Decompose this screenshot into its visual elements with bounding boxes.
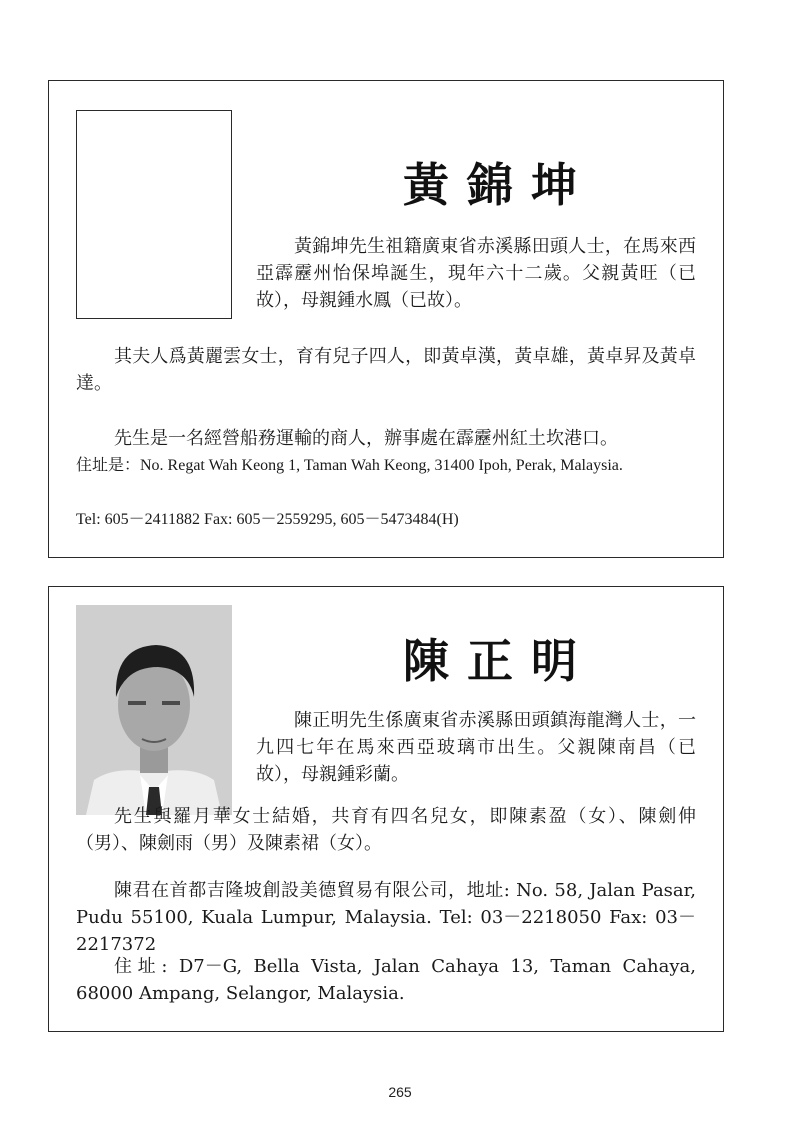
- profile-name: 黃錦坤: [403, 158, 595, 212]
- profile-card-1: [48, 80, 724, 558]
- portrait-photo: [76, 605, 232, 815]
- profile-bio: 黃錦坤先生祖籍廣東省赤溪縣田頭人士，在馬來西亞霹靂州怡保埠誕生，現年六十二歲。父親黃旺（已故），母親鍾水鳳（已故）。: [256, 236, 696, 311]
- photo-placeholder: [76, 110, 232, 319]
- profile-card-2: [48, 586, 724, 1032]
- profile-spouse: 其夫人爲黃麗雲女士，育有兒子四人，即黃卓漢，黃卓雄，黃卓昇及黃卓達。: [76, 346, 696, 394]
- profile-business: 陳君在首都吉隆坡創設美德貿易有限公司，地址: No. 58, Jalan Pasar, Pudu 55100, Kuala Lumpur, Malaysia. Tel: 03－2218050 Fax: 03－2217372: [76, 880, 696, 955]
- profile-contact: Tel: 605－2411882 Fax: 605－2559295, 605－5473484(H): [76, 511, 459, 528]
- profile-occupation: 先生是一名經營船務運輸的商人，辦事處在霹靂州紅土坎港口。: [114, 428, 618, 449]
- profile-bio: 陳正明先生係廣東省赤溪縣田頭鎮海龍灣人士，一九四七年在馬來西亞玻璃市出生。父親陳南昌（已故），母親鍾彩蘭。: [256, 710, 696, 785]
- profile-family: 先生與羅月華女士結婚，共育有四名兒女，即陳素盈（女）、陳劍伸（男）、陳劍雨（男）及陳素裙（女）。: [76, 806, 696, 854]
- page-number: 265: [388, 1084, 412, 1100]
- profile-address: 住址是：No. Regat Wah Keong 1, Taman Wah Keong, 31400 Ipoh, Perak, Malaysia.: [76, 457, 623, 474]
- profile-name: 陳正明: [403, 634, 595, 688]
- profile-address: 住址: D7－G, Bella Vista, Jalan Cahaya 13, Taman Cahaya, 68000 Ampang, Selangor, Malaysia.: [76, 956, 696, 1004]
- portrait-illustration: [76, 605, 232, 815]
